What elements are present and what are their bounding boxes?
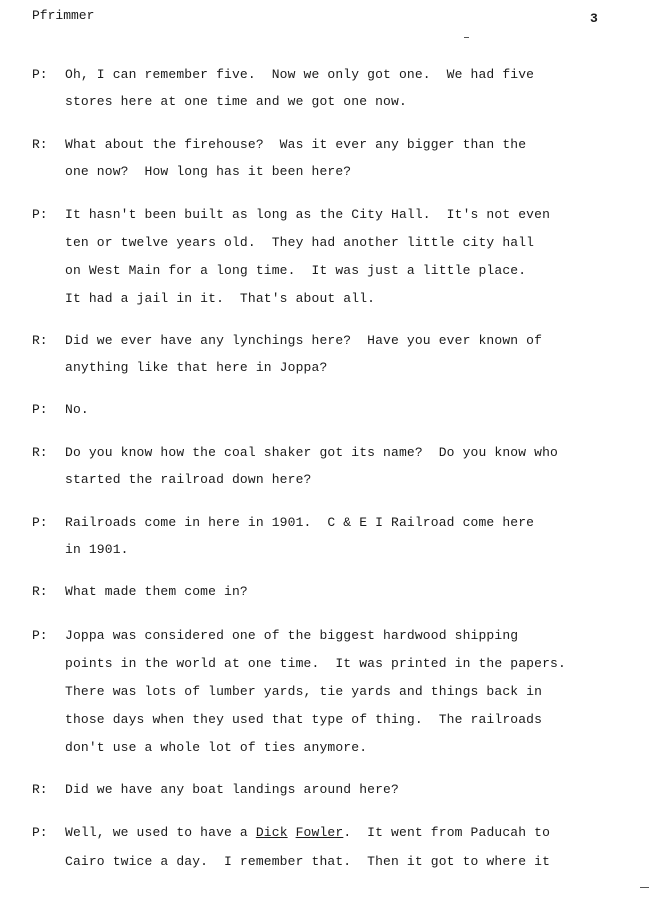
transcript-line: Railroads come in here in 1901. C & E I Railroad come here: [65, 515, 535, 530]
speaker-label: P:: [32, 825, 48, 840]
transcript-line: one now? How long has it been here?: [65, 164, 352, 179]
transcript-line: Joppa was considered one of the biggest hardwood shipping: [65, 628, 519, 643]
transcript-line: anything like that here in Joppa?: [65, 360, 328, 375]
boat-name-last: Fowler: [295, 825, 344, 840]
speaker-label: R:: [32, 782, 48, 797]
speaker-label: R:: [32, 137, 48, 152]
transcript-line: [65, 825, 550, 840]
speaker-label: R:: [32, 333, 48, 348]
transcript-line: on West Main for a long time. It was just a little place.: [65, 263, 527, 278]
transcript-line: ten or twelve years old. They had another little city hall: [65, 235, 535, 250]
transcript-line: stores here at one time and we got one now.: [65, 94, 407, 109]
transcript-line: started the railroad down here?: [65, 472, 312, 487]
transcript-line: Oh, I can remember five. Now we only got one. We had five: [65, 67, 535, 82]
transcript-line: those days when they used that type of thing. The railroads: [65, 712, 543, 727]
transcript-line: Did we have any boat landings around here?: [65, 782, 399, 797]
scan-mark: [464, 37, 469, 38]
speaker-label: P:: [32, 628, 48, 643]
speaker-label: P:: [32, 67, 48, 82]
transcript-line: don't use a whole lot of ties anymore.: [65, 740, 368, 755]
speaker-label: P:: [32, 402, 48, 417]
scan-mark: [640, 887, 649, 888]
page-number: 3: [590, 11, 598, 26]
transcript-line: It had a jail in it. That's about all.: [65, 291, 376, 306]
transcript-line: points in the world at one time. It was printed in the papers.: [65, 656, 566, 671]
boat-name-first: Dick: [255, 825, 288, 840]
transcript-line: What made them come in?: [65, 584, 248, 599]
speaker-label: R:: [32, 445, 48, 460]
header-name: Pfrimmer: [32, 8, 95, 23]
transcript-line: Do you know how the coal shaker got its name? Do you know who: [65, 445, 558, 460]
transcript-line: Did we ever have any lynchings here? Have you ever known of: [65, 333, 543, 348]
speaker-label: R:: [32, 584, 48, 599]
transcript-line: It hasn't been built as long as the City Hall. It's not even: [65, 207, 551, 222]
line-part: Well, we used to have a: [65, 825, 256, 840]
transcript-line: Cairo twice a day. I remember that. Then it got to where it: [65, 854, 551, 869]
line-part: [288, 825, 296, 840]
speaker-label: P:: [32, 207, 48, 222]
transcript-line: There was lots of lumber yards, tie yards and things back in: [65, 684, 543, 699]
line-part: . It went from Paducah to: [343, 825, 551, 840]
transcript-line: in 1901.: [65, 542, 129, 557]
speaker-label: P:: [32, 515, 48, 530]
transcript-line: No.: [65, 402, 89, 417]
transcript-line: What about the firehouse? Was it ever any bigger than the: [65, 137, 527, 152]
